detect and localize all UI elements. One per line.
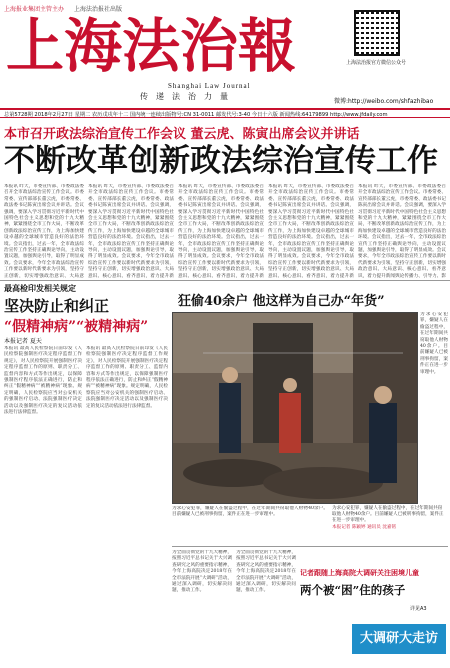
page-reference[interactable]: 详见A3 — [410, 606, 427, 612]
lead-kicker[interactable]: 本市召开政法综治宣传工作会议 董云虎、陈寅出席会议并讲话 — [4, 127, 360, 142]
issue-info-bar: 总第5728期 2018年2月27日 星期二 农历戊戌年十二 国内统一连续出版物号:CN 31-0011 邮发代号:3-40 今日十六版 新闻热线:64179899 http://www.jfdaily.com — [0, 108, 450, 118]
topbar-left: 上海报业集团主管主办 — [4, 6, 65, 13]
lead-body-col-4: 本报讯 昨天，市委宣传部、市委政法委召开全市政法综治宣传工作会议。市委常委、宣传部部长董云虎，市委常委、政法委书记陈寅出席会议并讲话。会议强调，要深入学习贯彻习近平新时代中国特色社会主义思想和党的十九大精神，紧紧围绕全市工作大局，不断改革创新政法综治宣传工作，为上海加快建设卓越的全球城市营造良好的法治环境。会议指出，过去一年，全市政法综治宣传工作坚持正确舆论导向，主动设置议题，加强舆论引导，取得了明显成效。会议要求，今年全市政法综治宣传工作要以新时代新要求为引领，坚持守正创新，切实增强政治意识、大局意识、核心意识、看齐意识，着力提升新 — [268, 184, 354, 278]
lower-story-body-1: 为全面贯彻党的十九大精神，按照习近平总书记关于大兴调查研究之风的重要指示精神，今年上海高院决定2018年在全市法院开展“大调研”活动，通过深入调研，切实解决问题，推动工作。 — [172, 550, 232, 594]
left-story-body-1: 本报讯 最高人民检察院日前印发《人民检察院强制医疗决定程序监督工作规定》，对人民检察院开展强制医疗决定程序监督工作的原则、职责分工、监督内容和方式等作出规定，以保障强制医疗程序依法正确进行，防止和纠正“假精神病”“被精神病”现象。规定明确，人民检察院应当对公安机关的强制医疗启动、法院强制医疗决定活动以及强制医疗决定的复议活动依法进行法律监督。 — [4, 346, 82, 416]
left-story-section: 最高检印发相关规定 — [4, 283, 76, 293]
lead-body-col-2: 本报讯 昨天，市委宣传部、市委政法委召开全市政法综治宣传工作会议。市委常委、宣传部部长董云虎，市委常委、政法委书记陈寅出席会议并讲话。会议强调，要深入学习贯彻习近平新时代中国特色社会主义思想和党的十九大精神，紧紧围绕全市工作大局，不断改革创新政法综治宣传工作，为上海加快建设卓越的全球城市营造良好的法治环境。会议指出，过去一年，全市政法综治宣传工作坚持正确舆论导向，主动设置议题，加强舆论引导，取得了明显成效。会议要求，今年全市政法综治宣传工作要以新时代新要求为引领，坚持守正创新，切实增强政治意识、大局意识、核心意识、看齐意识，着力提升新 — [88, 184, 174, 278]
qr-caption: 上海法治报官方微信公众号 — [346, 60, 407, 66]
masthead-english: Shanghai Law Journal — [168, 82, 251, 90]
campaign-banner[interactable]: 大调研大走访 — [352, 624, 446, 654]
topbar-right: 上海法治报社出版 — [73, 6, 122, 13]
left-story-head-2[interactable]: “假精神病”“被精神病” — [4, 319, 149, 335]
news-photo — [172, 312, 418, 504]
photo-caption-text: 为求心安犯罪，嫌疑人在偷盗过程中，在过年期间共窃取他人财物40余户。目前嫌疑人已被刑事拘留，案件正在进一步审理中。 — [332, 506, 444, 524]
right-lower-title[interactable]: 两个被“困”住的孩子 — [300, 583, 406, 597]
lead-headline[interactable]: 不断改革创新政法综治宣传工作 — [4, 143, 438, 179]
masthead-motto: 传递法治力量 — [140, 92, 236, 101]
weibo-link[interactable]: 微博:http://weibo.com/shfazhibao — [334, 98, 434, 105]
left-story-byline: 本报记者 夏天 — [4, 338, 42, 345]
left-story-head-1[interactable]: 坚决防止和纠正 — [4, 297, 110, 315]
qr-code-icon[interactable] — [354, 10, 400, 56]
masthead-title: 上海法治報 — [6, 12, 297, 80]
lead-body-col-5: 本报讯 昨天，市委宣传部、市委政法委召开全市政法综治宣传工作会议。市委常委、宣传部部长董云虎，市委常委、政法委书记陈寅出席会议并讲话。会议强调，要深入学习贯彻习近平新时代中国特色社会主义思想和党的十九大精神，紧紧围绕全市工作大局，不断改革创新政法综治宣传工作，为上海加快建设卓越的全球城市营造良好的法治环境。会议指出，过去一年，全市政法综治宣传工作坚持正确舆论导向，主动设置议题，加强舆论引导，取得了明显成效。会议要求，今年全市政法综治宣传工作要以新时代新要求为引领，坚持守正创新，切实增强政治意识、大局意识、核心意识、看齐意识，着力提升新闻舆论传播力、引导力、影 — [358, 184, 446, 278]
lead-body-col-1: 本报讯 昨天，市委宣传部、市委政法委召开全市政法综治宣传工作会议。市委常委、宣传部部长董云虎，市委常委、政法委书记陈寅出席会议并讲话。会议强调，要深入学习贯彻习近平新时代中国特色社会主义思想和党的十九大精神，紧紧围绕全市工作大局，不断改革创新政法综治宣传工作，为上海加快建设卓越的全球城市营造良好的法治环境。会议指出，过去一年，全市政法综治宣传工作坚持正确舆论导向，主动设置议题，加强舆论引导，取得了明显成效。会议要求，今年全市政法综治宣传工作要以新时代新要求为引领，坚持守正创新，切实增强政治意识、大局意 — [4, 184, 84, 278]
photo-credit: 本报记者 陈颖婷 通讯员 沈嘉铭 — [332, 524, 397, 530]
photo-story-body: 为求心安犯罪，嫌疑人在偷盗过程中，在过年期间共窃取他人财物40余户。目前嫌疑人已被刑事拘留，案件正在进一步审理中。 — [172, 506, 328, 518]
photo-side-text: 为求心安犯罪，嫌疑人在偷盗过程中，在过年期间共窃取他人财物40余户。目前嫌疑人已被刑事拘留，案件正在进一步审理中。 — [420, 312, 448, 375]
right-lower-kicker: 记者跟随上海高院大调研关注困境儿童 — [300, 568, 419, 577]
photo-story-title[interactable]: 狂偷40余户 他这样为自己办“年货” — [178, 294, 385, 309]
left-story-body-2: 本报讯 最高人民检察院日前印发《人民检察院强制医疗决定程序监督工作规定》，对人民检察院开展强制医疗决定程序监督工作的原则、职责分工、监督内容和方式等作出规定，以保障强制医疗程序依法正确进行，防止和纠正“假精神病”“被精神病”现象。规定明确，人民检察院应当对公安机关的强制医疗启动、法院强制医疗决定活动以及强制医疗决定的复议活动依法进行法律监督。 — [86, 346, 168, 409]
photo-caption — [332, 506, 446, 544]
divider — [172, 546, 448, 547]
lead-body-col-3: 本报讯 昨天，市委宣传部、市委政法委召开全市政法综治宣传工作会议。市委常委、宣传部部长董云虎，市委常委、政法委书记陈寅出席会议并讲话。会议强调，要深入学习贯彻习近平新时代中国特色社会主义思想和党的十九大精神，紧紧围绕全市工作大局，不断改革创新政法综治宣传工作，为上海加快建设卓越的全球城市营造良好的法治环境。会议指出，过去一年，全市政法综治宣传工作坚持正确舆论导向，主动设置议题，加强舆论引导，取得了明显成效。会议要求，今年全市政法综治宣传工作要以新时代新要求为引领，坚持守正创新，切实增强政治意识、大局意识、核心意识、看齐意识，着力提升新 — [178, 184, 264, 278]
divider — [0, 280, 450, 281]
lower-story-body-2: 为全面贯彻党的十九大精神，按照习近平总书记关于大兴调查研究之风的重要指示精神，今年上海高院决定2018年在全市法院开展“大调研”活动，通过深入调研，切实解决问题，推动工作。 — [236, 550, 296, 594]
